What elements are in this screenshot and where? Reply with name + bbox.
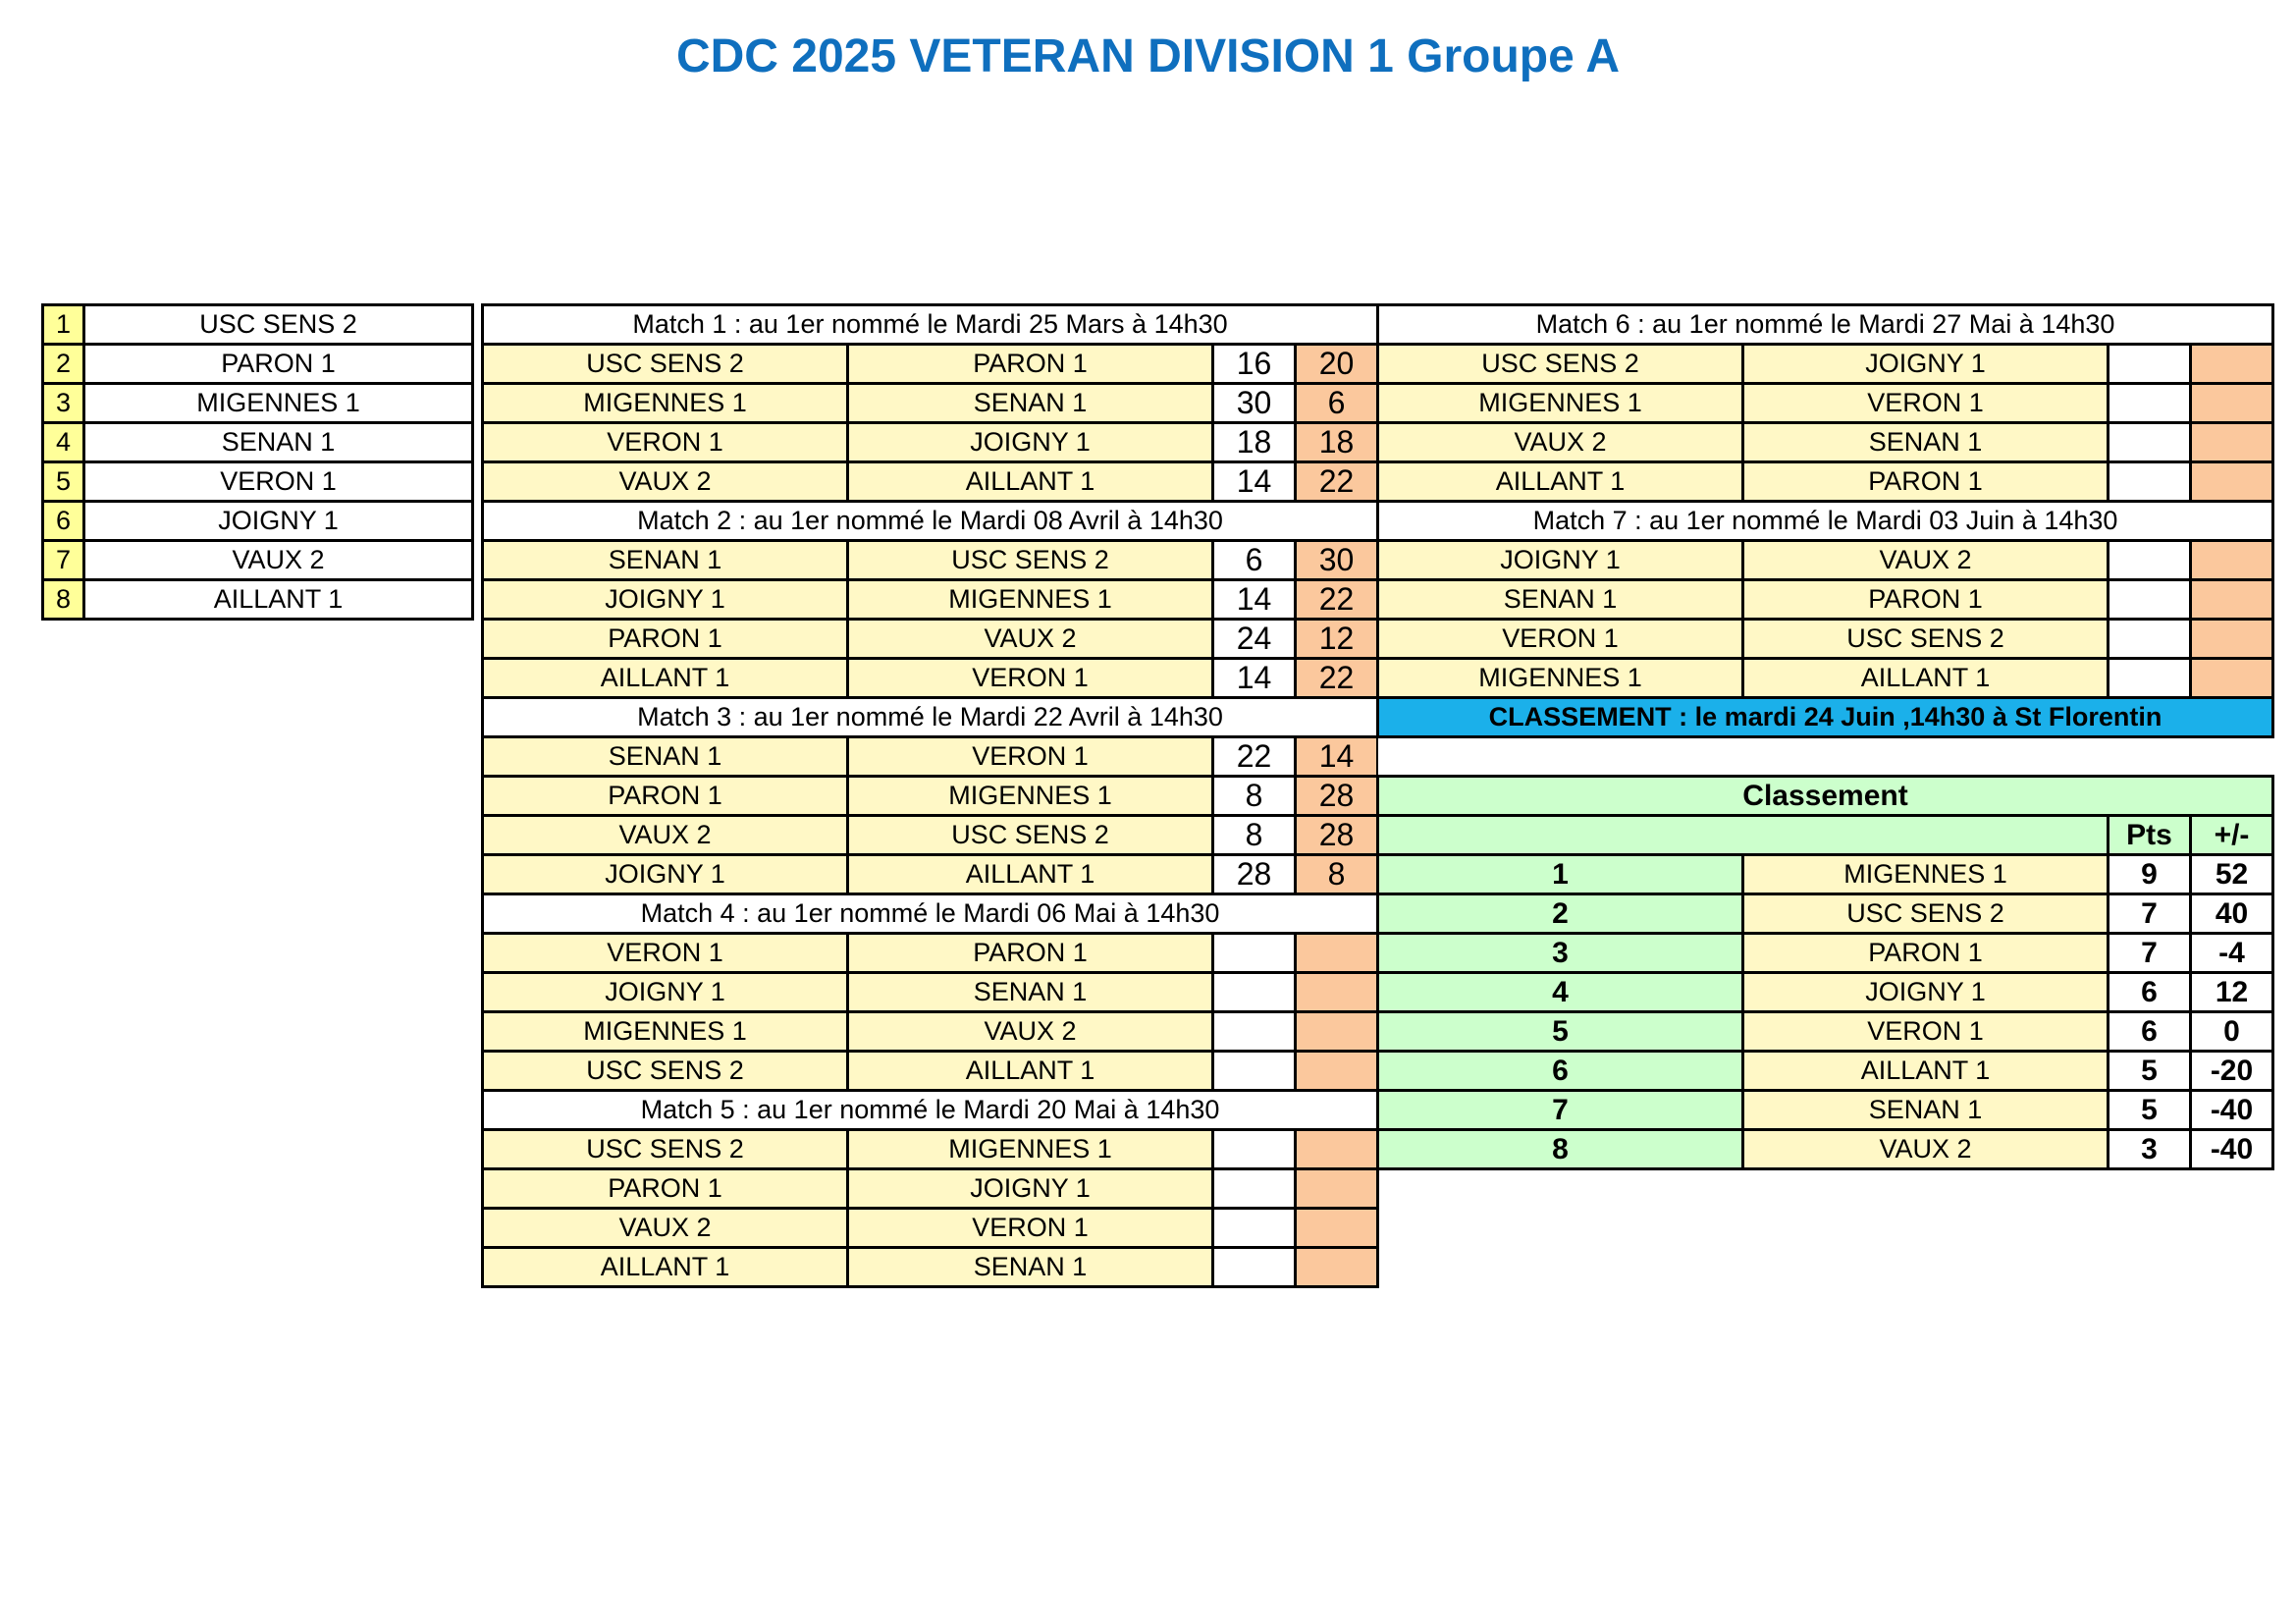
away-team: VAUX 2 [848, 620, 1213, 659]
home-team: PARON 1 [483, 777, 848, 816]
home-score [1213, 1209, 1296, 1248]
ranking-row [1378, 973, 2273, 1012]
home-team: JOIGNY 1 [483, 855, 848, 894]
away-score [2191, 345, 2273, 384]
team-number: 1 [43, 305, 84, 345]
away-score [1296, 1169, 1378, 1209]
rank-diff: -40 [2191, 1091, 2273, 1130]
game-row [483, 1052, 1378, 1091]
ranking-row [1378, 1091, 2273, 1130]
home-team: VERON 1 [483, 934, 848, 973]
away-team: AILLANT 1 [1743, 659, 2109, 698]
rank-position: 7 [1378, 1091, 1743, 1130]
away-score: 12 [1296, 620, 1378, 659]
home-score [1213, 1130, 1296, 1169]
away-score: 14 [1296, 737, 1378, 777]
ranking-row [1378, 1012, 2273, 1052]
away-score: 22 [1296, 580, 1378, 620]
team-row [43, 580, 473, 620]
game-row [483, 345, 1378, 384]
schedule-left [481, 303, 1379, 1288]
home-team: JOIGNY 1 [483, 973, 848, 1012]
away-score [2191, 659, 2273, 698]
game-row [483, 934, 1378, 973]
team-row [43, 305, 473, 345]
game-row [483, 659, 1378, 698]
game-row [483, 423, 1378, 462]
home-team: SENAN 1 [1378, 580, 1743, 620]
match-header-row [1378, 502, 2273, 541]
home-score: 18 [1213, 423, 1296, 462]
home-team: JOIGNY 1 [1378, 541, 1743, 580]
ranking-row [1378, 855, 2273, 894]
game-row [483, 541, 1378, 580]
game-row [1378, 423, 2273, 462]
rank-team: VAUX 2 [1743, 1130, 2109, 1169]
away-team: USC SENS 2 [1743, 620, 2109, 659]
ranking-header-blank [1378, 816, 2109, 855]
home-score [1213, 934, 1296, 973]
rank-points: 9 [2109, 855, 2191, 894]
home-team: MIGENNES 1 [483, 1012, 848, 1052]
away-team: AILLANT 1 [848, 462, 1213, 502]
rank-points: 3 [2109, 1130, 2191, 1169]
team-name: JOIGNY 1 [84, 502, 473, 541]
home-score: 30 [1213, 384, 1296, 423]
team-row [43, 345, 473, 384]
home-score: 16 [1213, 345, 1296, 384]
game-row [483, 1169, 1378, 1209]
away-score: 18 [1296, 423, 1378, 462]
match-header-row [483, 305, 1378, 345]
game-row [483, 620, 1378, 659]
match-header: Match 1 : au 1er nommé le Mardi 25 Mars à 14h30 [483, 305, 1378, 345]
ranking-title-row [1378, 777, 2273, 816]
rank-points: 5 [2109, 1091, 2191, 1130]
game-row [483, 1209, 1378, 1248]
match-header-row [483, 698, 1378, 737]
ranking-row [1378, 1130, 2273, 1169]
game-row [483, 1248, 1378, 1287]
game-row [1378, 659, 2273, 698]
home-team: USC SENS 2 [1378, 345, 1743, 384]
team-number: 4 [43, 423, 84, 462]
home-score [1213, 1169, 1296, 1209]
rank-diff: -4 [2191, 934, 2273, 973]
rank-points: 7 [2109, 894, 2191, 934]
home-score: 8 [1213, 777, 1296, 816]
away-team: USC SENS 2 [848, 541, 1213, 580]
game-row [483, 737, 1378, 777]
away-score [2191, 620, 2273, 659]
home-team: VERON 1 [1378, 620, 1743, 659]
match-header: Match 4 : au 1er nommé le Mardi 06 Mai à 14h30 [483, 894, 1378, 934]
ranking-header-row [1378, 816, 2273, 855]
away-score: 22 [1296, 462, 1378, 502]
rank-position: 5 [1378, 1012, 1743, 1052]
away-score [2191, 580, 2273, 620]
home-score [2109, 345, 2191, 384]
home-score [2109, 462, 2191, 502]
game-row [483, 777, 1378, 816]
pts-header: Pts [2109, 816, 2191, 855]
rank-diff: 40 [2191, 894, 2273, 934]
rank-points: 7 [2109, 934, 2191, 973]
team-number: 7 [43, 541, 84, 580]
rank-position: 1 [1378, 855, 1743, 894]
game-row [483, 816, 1378, 855]
away-score: 30 [1296, 541, 1378, 580]
match-header: Match 7 : au 1er nommé le Mardi 03 Juin à 14h30 [1378, 502, 2273, 541]
team-row [43, 502, 473, 541]
team-name: USC SENS 2 [84, 305, 473, 345]
home-score: 22 [1213, 737, 1296, 777]
team-row [43, 462, 473, 502]
rank-diff: 0 [2191, 1012, 2273, 1052]
match-header-row [483, 1091, 1378, 1130]
team-list [41, 303, 474, 621]
away-score: 28 [1296, 777, 1378, 816]
rank-diff: -40 [2191, 1130, 2273, 1169]
away-score [2191, 384, 2273, 423]
rank-position: 6 [1378, 1052, 1743, 1091]
page-title: CDC 2025 VETERAN DIVISION 1 Groupe A [675, 30, 1621, 82]
away-team: SENAN 1 [848, 1248, 1213, 1287]
match-header-row [1378, 305, 2273, 345]
team-number: 8 [43, 580, 84, 620]
ranking-row [1378, 1052, 2273, 1091]
away-team: SENAN 1 [1743, 423, 2109, 462]
team-row [43, 384, 473, 423]
away-score: 28 [1296, 816, 1378, 855]
home-team: VAUX 2 [1378, 423, 1743, 462]
team-number: 6 [43, 502, 84, 541]
schedule-right [1376, 303, 2274, 1170]
home-score: 14 [1213, 580, 1296, 620]
away-score [1296, 1209, 1378, 1248]
home-score [2109, 541, 2191, 580]
away-team: PARON 1 [1743, 580, 2109, 620]
game-row [483, 855, 1378, 894]
home-score: 14 [1213, 659, 1296, 698]
away-team: JOIGNY 1 [1743, 345, 2109, 384]
rank-team: MIGENNES 1 [1743, 855, 2109, 894]
rank-team: VERON 1 [1743, 1012, 2109, 1052]
game-row [483, 462, 1378, 502]
rank-position: 8 [1378, 1130, 1743, 1169]
team-name: MIGENNES 1 [84, 384, 473, 423]
team-name: SENAN 1 [84, 423, 473, 462]
home-team: USC SENS 2 [483, 1052, 848, 1091]
away-team: PARON 1 [848, 345, 1213, 384]
game-row [1378, 462, 2273, 502]
away-team: PARON 1 [848, 934, 1213, 973]
away-team: USC SENS 2 [848, 816, 1213, 855]
game-row [483, 384, 1378, 423]
away-team: SENAN 1 [848, 384, 1213, 423]
team-number: 2 [43, 345, 84, 384]
away-team: VERON 1 [848, 659, 1213, 698]
game-row [483, 1130, 1378, 1169]
home-score [1213, 1052, 1296, 1091]
team-name: AILLANT 1 [84, 580, 473, 620]
away-score [2191, 423, 2273, 462]
match-header: Match 3 : au 1er nommé le Mardi 22 Avril à 14h30 [483, 698, 1378, 737]
away-team: MIGENNES 1 [848, 580, 1213, 620]
ranking-row [1378, 894, 2273, 934]
away-team: MIGENNES 1 [848, 1130, 1213, 1169]
rank-points: 6 [2109, 973, 2191, 1012]
game-row [483, 580, 1378, 620]
away-team: VAUX 2 [848, 1012, 1213, 1052]
away-score [1296, 1012, 1378, 1052]
away-score: 22 [1296, 659, 1378, 698]
home-team: AILLANT 1 [1378, 462, 1743, 502]
rank-team: PARON 1 [1743, 934, 2109, 973]
team-number: 3 [43, 384, 84, 423]
rank-diff: -20 [2191, 1052, 2273, 1091]
home-score [1213, 973, 1296, 1012]
away-score [1296, 973, 1378, 1012]
home-score [2109, 423, 2191, 462]
rank-team: AILLANT 1 [1743, 1052, 2109, 1091]
away-team: JOIGNY 1 [848, 1169, 1213, 1209]
home-team: MIGENNES 1 [1378, 384, 1743, 423]
ranking-title: Classement [1378, 777, 2273, 816]
game-row [1378, 384, 2273, 423]
home-score: 28 [1213, 855, 1296, 894]
away-score: 6 [1296, 384, 1378, 423]
home-score [2109, 659, 2191, 698]
rank-points: 6 [2109, 1012, 2191, 1052]
away-team: AILLANT 1 [848, 855, 1213, 894]
away-team: PARON 1 [1743, 462, 2109, 502]
away-score [1296, 1248, 1378, 1287]
team-row [43, 423, 473, 462]
home-team: SENAN 1 [483, 737, 848, 777]
home-score: 14 [1213, 462, 1296, 502]
away-team: VERON 1 [1743, 384, 2109, 423]
home-score: 8 [1213, 816, 1296, 855]
team-name: VERON 1 [84, 462, 473, 502]
home-score [2109, 580, 2191, 620]
home-team: VAUX 2 [483, 816, 848, 855]
home-team: SENAN 1 [483, 541, 848, 580]
away-team: VERON 1 [848, 1209, 1213, 1248]
match-header: Match 6 : au 1er nommé le Mardi 27 Mai à 14h30 [1378, 305, 2273, 345]
rank-position: 3 [1378, 934, 1743, 973]
home-team: JOIGNY 1 [483, 580, 848, 620]
game-row [483, 973, 1378, 1012]
spacer-row [1378, 737, 2273, 777]
match-header-row [483, 502, 1378, 541]
rank-diff: 12 [2191, 973, 2273, 1012]
away-score [2191, 541, 2273, 580]
ranking-row [1378, 934, 2273, 973]
home-team: USC SENS 2 [483, 345, 848, 384]
away-team: JOIGNY 1 [848, 423, 1213, 462]
away-score [1296, 934, 1378, 973]
team-row [43, 541, 473, 580]
classement-notice: CLASSEMENT : le mardi 24 Juin ,14h30 à St Florentin [1378, 698, 2273, 737]
game-row [1378, 620, 2273, 659]
match-header: Match 5 : au 1er nommé le Mardi 20 Mai à 14h30 [483, 1091, 1378, 1130]
away-score [2191, 462, 2273, 502]
away-team: MIGENNES 1 [848, 777, 1213, 816]
rank-position: 2 [1378, 894, 1743, 934]
game-row [1378, 580, 2273, 620]
home-score: 24 [1213, 620, 1296, 659]
diff-header: +/- [2191, 816, 2273, 855]
home-team: PARON 1 [483, 1169, 848, 1209]
away-score [1296, 1052, 1378, 1091]
match-header: Match 2 : au 1er nommé le Mardi 08 Avril à 14h30 [483, 502, 1378, 541]
rank-team: JOIGNY 1 [1743, 973, 2109, 1012]
away-team: VAUX 2 [1743, 541, 2109, 580]
home-team: VERON 1 [483, 423, 848, 462]
game-row [1378, 541, 2273, 580]
team-name: VAUX 2 [84, 541, 473, 580]
home-team: MIGENNES 1 [1378, 659, 1743, 698]
home-score: 6 [1213, 541, 1296, 580]
rank-diff: 52 [2191, 855, 2273, 894]
home-score [1213, 1248, 1296, 1287]
match-header-row [483, 894, 1378, 934]
home-score [2109, 384, 2191, 423]
classement-notice-row [1378, 698, 2273, 737]
away-score: 8 [1296, 855, 1378, 894]
team-number: 5 [43, 462, 84, 502]
home-team: USC SENS 2 [483, 1130, 848, 1169]
home-score [2109, 620, 2191, 659]
home-score [1213, 1012, 1296, 1052]
home-team: MIGENNES 1 [483, 384, 848, 423]
home-team: AILLANT 1 [483, 659, 848, 698]
away-team: VERON 1 [848, 737, 1213, 777]
game-row [1378, 345, 2273, 384]
game-row [483, 1012, 1378, 1052]
home-team: AILLANT 1 [483, 1248, 848, 1287]
rank-points: 5 [2109, 1052, 2191, 1091]
rank-team: USC SENS 2 [1743, 894, 2109, 934]
home-team: VAUX 2 [483, 462, 848, 502]
rank-position: 4 [1378, 973, 1743, 1012]
away-team: SENAN 1 [848, 973, 1213, 1012]
away-score [1296, 1130, 1378, 1169]
away-score: 20 [1296, 345, 1378, 384]
team-name: PARON 1 [84, 345, 473, 384]
away-team: AILLANT 1 [848, 1052, 1213, 1091]
home-team: VAUX 2 [483, 1209, 848, 1248]
spacer [1378, 737, 2273, 777]
rank-team: SENAN 1 [1743, 1091, 2109, 1130]
home-team: PARON 1 [483, 620, 848, 659]
